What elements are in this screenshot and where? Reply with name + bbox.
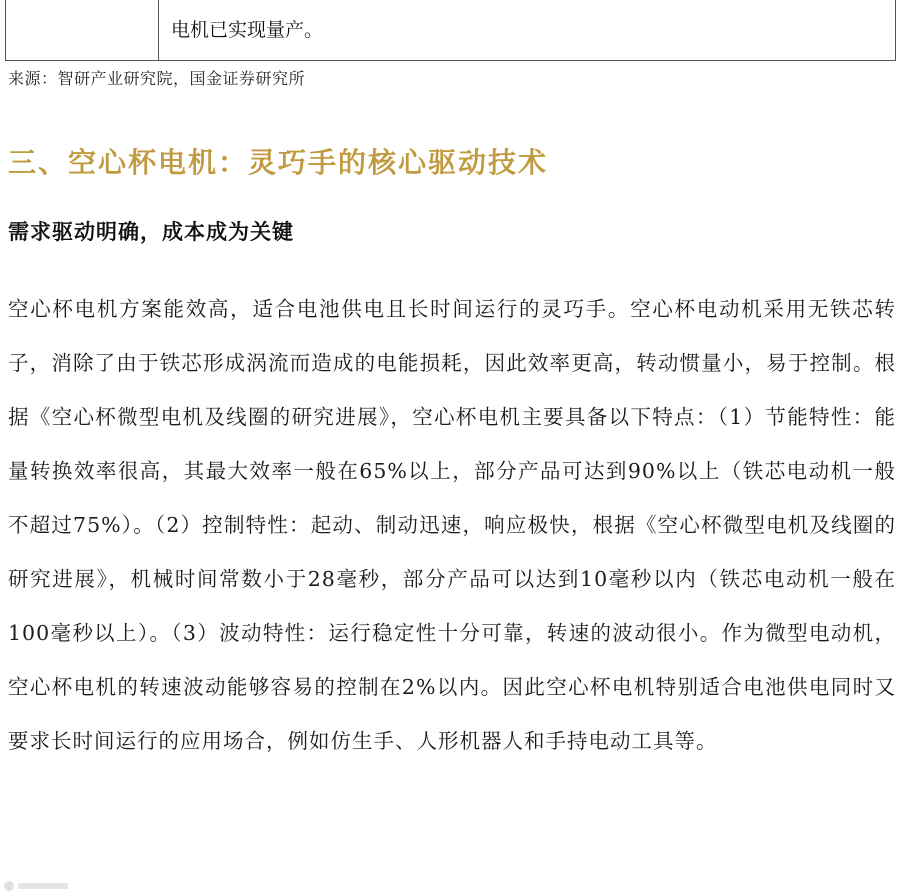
- body-paragraph: 空心杯电机方案能效高，适合电池供电且长时间运行的灵巧手。空心杯电动机采用无铁芯转子，消除了由于铁芯形成涡流而造成的电能损耗，因此效率更高，转动惯量小，易于控制。根据《空心杯微型电机及线圈的研究进展》，空心杯电机主要具备以下特点：（1）节能特性：能量转换效率很高，其最大效率一般在65%以上，部分产品可达到90%以上（铁芯电动机一般不超过75%）。（2）控制特性：起动、制动迅速，响应极快，根据《空心杯微型电机及线圈的研究进展》，机械时间常数小于28毫秒，部分产品可以达到10毫秒以内（铁芯电动机一般在100毫秒以上）。（3）波动特性：运行稳定性十分可靠，转速的波动很小。作为微型电动机，空心杯电机的转速波动能够容易的控制在2%以内。因此空心杯电机特别适合电池供电同时又要求长时间运行的应用场合，例如仿生手、人形机器人和手持电动工具等。: [8, 297, 896, 753]
- watermark-icon: [2, 879, 72, 893]
- table-fragment: [5, 0, 896, 61]
- section-title: 三、空心杯电机：灵巧手的核心驱动技术: [8, 146, 549, 179]
- table-cell-right: 电机已实现量产。: [171, 18, 324, 41]
- source-note: 来源：智研产业研究院，国金证券研究所: [8, 69, 306, 88]
- subtitle: 需求驱动明确，成本成为关键: [8, 219, 294, 244]
- table-cell-left: [6, 0, 159, 60]
